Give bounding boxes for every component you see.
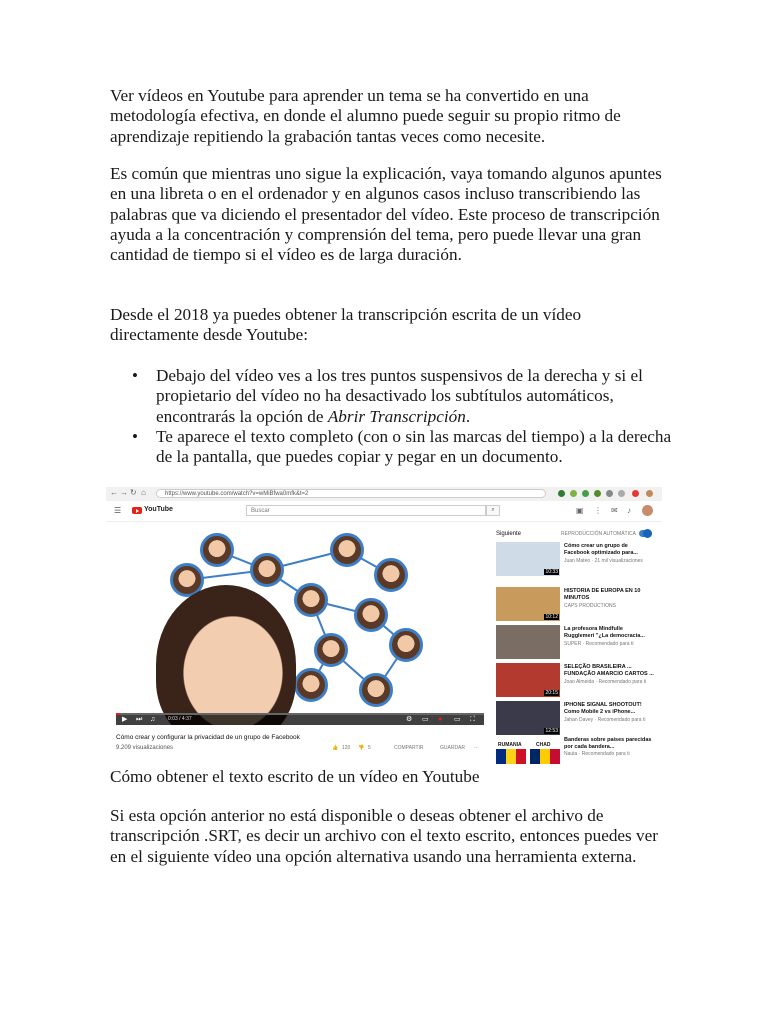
sidebar-heading: Siguiente xyxy=(496,531,522,537)
settings-icon: ⚙ xyxy=(406,716,413,723)
autoplay-toggle xyxy=(639,530,652,537)
bullet-suffix: . xyxy=(465,406,471,426)
sidebar-video-thumbnail xyxy=(496,701,560,735)
play-icon: ▶ xyxy=(122,716,128,723)
browser-toolbar xyxy=(106,487,662,502)
flag-stripe xyxy=(496,749,506,764)
apps-icon: ⋮ xyxy=(594,506,602,515)
fullscreen-icon: ⛶ xyxy=(470,716,475,723)
paragraph-alternative: Si esta opción anterior no está disponible o deseas obtener el archivo de transcripción .SRT, es decir un archivo con el texto escrito, entonces puedes ver en el siguiente vídeo una opción alternativa usando una herramienta externa. xyxy=(110,806,658,866)
extension-icon xyxy=(594,490,601,497)
search-icon: ⌕ xyxy=(486,505,500,516)
sidebar-video-meta: SUPER · Recomendado para ti xyxy=(564,641,634,647)
person-avatar xyxy=(354,598,388,632)
youtube-logo-icon xyxy=(132,507,142,514)
sidebar-video-duration: 12:53 xyxy=(545,728,558,734)
messages-icon: ✉ xyxy=(611,506,618,515)
youtube-header xyxy=(106,501,662,522)
bullet-item xyxy=(110,427,680,468)
paragraph-since-2018: Desde el 2018 ya puedes obtener la transcripción escrita de un vídeo directamente desde Youtube: xyxy=(110,305,582,345)
youtube-logo-text: YouTube xyxy=(144,506,173,513)
sidebar-video-thumbnail xyxy=(496,542,560,576)
sidebar-video-title: La profesora Mindfulle Rugglemeri "¿La democracia... xyxy=(564,626,645,639)
flag-label-chad: CHAD xyxy=(536,742,551,748)
sidebar-video-title: SELEÇÃO BRASILEIRA ... FUNDAÇÃO AMARCIO CARTOS ... xyxy=(564,664,654,677)
bullet-text: Debajo del vídeo ves a los tres puntos suspensivos de la derecha y si el propietario del vídeo no ha desactivado los subtítulos automáticos, encontrarás la opción de xyxy=(156,366,643,426)
subtitles-icon: ▭ xyxy=(422,716,429,723)
player-controls xyxy=(116,713,484,725)
video-time: 0:03 / 4:37 xyxy=(168,716,192,722)
person-avatar xyxy=(330,533,364,567)
extension-icon xyxy=(582,490,589,497)
person-avatar xyxy=(389,628,423,662)
search-input: Buscar xyxy=(246,505,486,516)
flag-stripe xyxy=(516,749,526,764)
youtube-screenshot-image xyxy=(106,487,662,764)
paragraph-notes: Es común que mientras uno sigue la explicación, vaya tomando algunos apuntes en una libreta o en el ordenador y en algunos casos incluso transcribiendo las palabras que va diciendo el presentador del vídeo. Este proceso de transcripción ayuda a la concentración y comprensión del tema, pero puede llevar una gran cantidad de tiempo si el vídeo es de larga duración. xyxy=(110,164,662,265)
flag-stripe xyxy=(550,749,560,764)
extension-icon xyxy=(558,490,565,497)
profile-icon xyxy=(632,490,639,497)
more-icon: ⋯ xyxy=(474,745,479,751)
sidebar-video-title: Cómo crear un grupo de Facebook optimizado para... xyxy=(564,543,638,556)
sidebar-video-meta: Joao Almeida · Recomendado para ti xyxy=(564,679,647,685)
progress-bar xyxy=(116,713,484,715)
reload-icon: ↻ xyxy=(130,488,137,497)
sidebar-video-duration: 10:33 xyxy=(545,569,558,575)
sidebar-video-thumbnail xyxy=(496,587,560,621)
dislike-count: 5 xyxy=(368,745,371,751)
person-avatar xyxy=(294,583,328,617)
sidebar-video-meta: Nauta · Recomendado para ti xyxy=(564,751,630,757)
flag-label-romania: RUMANIA xyxy=(498,742,522,748)
flag-thumbnail xyxy=(496,741,560,764)
like-icon: 👍 xyxy=(332,745,339,751)
paragraph-intro: Ver vídeos en Youtube para aprender un tema se ha convertido en una metodología efectiva, en donde el alumno puede seguir su propio ritmo de aprendizaje repitiendo la grabación tantas veces como necesite. xyxy=(110,86,621,146)
home-icon: ⌂ xyxy=(141,488,146,497)
notifications-icon: ♪ xyxy=(627,506,631,515)
sidebar-video-title: IPHONE SIGNAL SHOOTOUT! Como Mobile 2 vs iPhone... xyxy=(564,702,642,715)
sidebar-video-meta: CAPS PRODUCTIONS xyxy=(564,603,616,609)
person-avatar xyxy=(250,553,284,587)
record-icon: ● xyxy=(438,716,443,723)
extension-icon xyxy=(618,490,625,497)
figure-caption: Cómo obtener el texto escrito de un vídeo en Youtube xyxy=(110,767,480,786)
sidebar-video-duration: 10:12 xyxy=(545,614,558,620)
video-player xyxy=(116,525,484,725)
menu-icon: ☰ xyxy=(114,506,122,515)
person-avatar xyxy=(200,533,234,567)
save-label: GUARDAR xyxy=(440,745,466,751)
share-label: COMPARTIR xyxy=(394,745,424,751)
flag-stripe xyxy=(530,749,540,764)
sidebar-video-meta: Juan Mateo · 21 mil visualizaciones xyxy=(564,558,643,564)
like-count: 120 xyxy=(342,745,351,751)
avatar-icon xyxy=(646,490,653,497)
bullet-list xyxy=(110,366,680,467)
avatar xyxy=(642,505,653,516)
sidebar-video-thumbnail xyxy=(496,663,560,697)
volume-icon: ♫ xyxy=(150,716,156,723)
sidebar-video-duration: 20:15 xyxy=(545,690,558,696)
extension-icon xyxy=(606,490,613,497)
autoplay-label: REPRODUCCIÓN AUTOMÁTICA xyxy=(561,531,636,537)
bullet-emphasis: Abrir Transcripción xyxy=(327,406,466,426)
flag-stripe xyxy=(540,749,550,764)
next-icon: ⏭ xyxy=(136,716,143,723)
sidebar-video-title: Banderas sobre países parecidas por cada bandera... xyxy=(564,737,652,750)
progress-fill xyxy=(116,713,120,715)
person-avatar xyxy=(294,668,328,702)
forward-icon: → xyxy=(120,488,128,497)
dislike-icon: 👎 xyxy=(358,745,365,751)
bullet-item xyxy=(110,366,680,427)
back-icon: ← xyxy=(110,488,118,497)
upload-icon: ▣ xyxy=(576,506,584,515)
video-title: Cómo crear y configurar la privacidad de un grupo de Facebook xyxy=(116,734,300,741)
sidebar-video-thumbnail xyxy=(496,625,560,659)
bullet-text: Te aparece el texto completo (con o sin las marcas del tiempo) a la derecha de la pantalla, que puedes copiar y pegar en un documento. xyxy=(156,426,672,467)
sidebar-video-title: HISTORIA DE EUROPA EN 10 MINUTOS xyxy=(564,588,641,601)
theater-icon: ▭ xyxy=(454,716,461,723)
flag-stripe xyxy=(506,749,516,764)
sidebar-video-meta: Jahan Davey · Recomendado para ti xyxy=(564,717,646,723)
person-avatar xyxy=(314,633,348,667)
address-bar: https://www.youtube.com/watch?v=wMiBfwa0mfk&t=2 xyxy=(156,489,546,498)
extension-icon xyxy=(570,490,577,497)
video-views: 9.209 visualizaciones xyxy=(116,745,174,751)
person-avatar xyxy=(359,673,393,707)
person-avatar xyxy=(374,558,408,592)
